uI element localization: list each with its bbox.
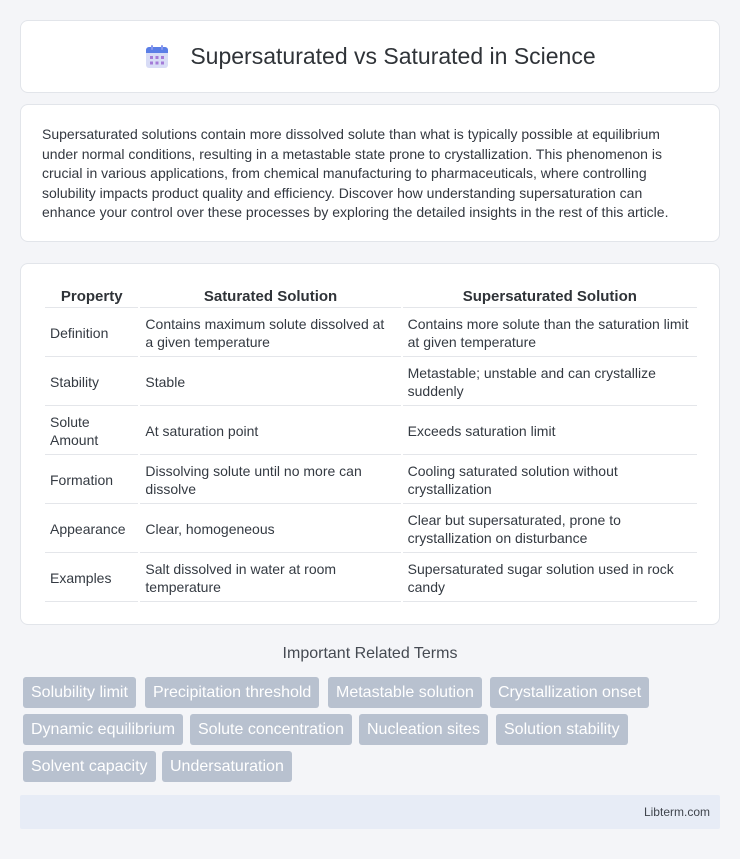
header-card xyxy=(20,20,720,93)
calendar-icon xyxy=(144,44,170,70)
tag-metastable-solution[interactable]: Metastable solution xyxy=(328,677,482,708)
table-cell-saturated: Contains maximum solute dissolved at a given temperature xyxy=(140,310,400,357)
table-cell-supersaturated: Exceeds saturation limit xyxy=(403,408,697,455)
tag-precipitation-threshold[interactable]: Precipitation threshold xyxy=(145,677,319,708)
tag-solute-concentration[interactable]: Solute concentration xyxy=(190,714,352,745)
column-header: Supersaturated Solution xyxy=(403,286,697,308)
table-row xyxy=(45,408,697,455)
tag-crystallization-onset[interactable]: Crystallization onset xyxy=(490,677,649,708)
tag-solution-stability[interactable]: Solution stability xyxy=(496,714,628,745)
table-cell-property: Examples xyxy=(45,555,138,602)
table-cell-property: Appearance xyxy=(45,506,138,553)
tag-solvent-capacity[interactable]: Solvent capacity xyxy=(23,751,156,782)
comparison-table-card xyxy=(20,263,720,625)
table-cell-supersaturated: Clear but supersaturated, prone to crystallization on disturbance xyxy=(403,506,697,553)
column-header: Property xyxy=(45,286,138,308)
table-cell-saturated: Stable xyxy=(140,359,400,406)
related-terms-title: Important Related Terms xyxy=(282,645,458,662)
table-cell-supersaturated: Metastable; unstable and can crystallize suddenly xyxy=(403,359,697,406)
tag-dynamic-equilibrium[interactable]: Dynamic equilibrium xyxy=(23,714,183,745)
table-row xyxy=(45,506,697,553)
table-cell-saturated: Salt dissolved in water at room temperature xyxy=(140,555,400,602)
table-cell-property: Definition xyxy=(45,310,138,357)
table-cell-saturated: Dissolving solute until no more can dissolve xyxy=(140,457,400,504)
column-header: Saturated Solution xyxy=(140,286,400,308)
tag-solubility-limit[interactable]: Solubility limit xyxy=(23,677,136,708)
table-cell-supersaturated: Contains more solute than the saturation limit at given temperature xyxy=(403,310,697,357)
table-row xyxy=(45,310,697,357)
tag-nucleation-sites[interactable]: Nucleation sites xyxy=(359,714,488,745)
footer-site-link[interactable]: Libterm.com xyxy=(643,805,710,819)
table-header-row xyxy=(45,286,697,308)
table-row xyxy=(45,555,697,602)
table-cell-property: Formation xyxy=(45,457,138,504)
table-cell-supersaturated: Cooling saturated solution without crystallization xyxy=(403,457,697,504)
table-row xyxy=(45,359,697,406)
intro-card xyxy=(20,104,720,242)
intro-text: Supersaturated solutions contain more dissolved solute than what is typically possible at equilibrium under normal conditions, resulting in a metastable state prone to crystallization. This phenomenon is crucial in various applications, from chemical manufacturing to pharmaceuticals, where controlling solubility impacts product quality and efficiency. Discover how understanding supersaturation can enhance your control over these processes by exploring the detailed insights in the rest of this article. xyxy=(42,126,669,221)
table-cell-supersaturated: Supersaturated sugar solution used in rock candy xyxy=(403,555,697,602)
footer xyxy=(20,795,720,829)
table-cell-saturated: At saturation point xyxy=(140,408,400,455)
table-cell-saturated: Clear, homogeneous xyxy=(140,506,400,553)
tag-undersaturation[interactable]: Undersaturation xyxy=(162,751,292,782)
page-title: Supersaturated vs Saturated in Science xyxy=(190,43,596,69)
table-row xyxy=(45,457,697,504)
table-cell-property: Solute Amount xyxy=(45,408,138,455)
table-cell-property: Stability xyxy=(45,359,138,406)
comparison-table xyxy=(43,284,699,604)
